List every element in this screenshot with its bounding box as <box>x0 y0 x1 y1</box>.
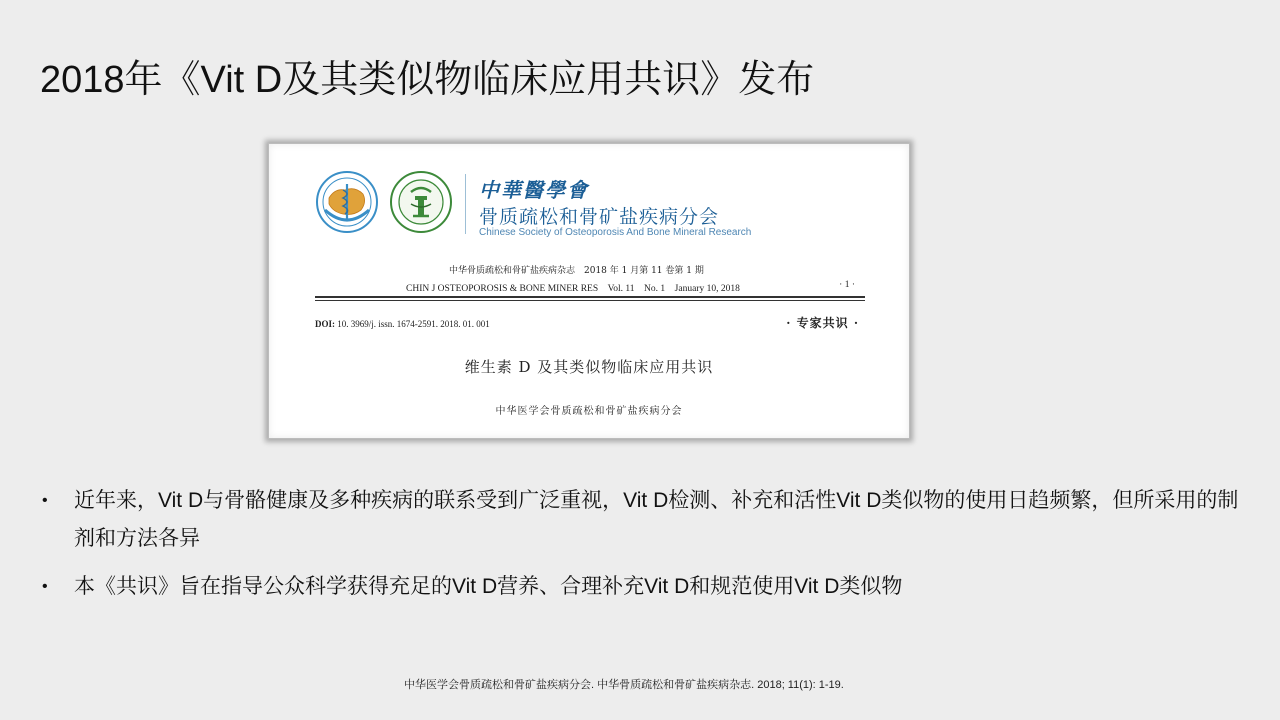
header-rule-thin <box>315 300 865 301</box>
society-english-name: Chinese Society of Osteoporosis And Bone Mineral Research <box>479 227 752 238</box>
bullet-item <box>40 568 1250 606</box>
journal-english-citation: CHIN J OSTEOPOROSIS & BONE MINER RES Vol. 11 No. 1 January 10, 2018 <box>406 284 740 294</box>
society-calligraphy: 中華醫學會 <box>479 178 589 202</box>
logo-divider <box>465 174 466 234</box>
society-name: 骨质疏松和骨矿盐疾病分会 <box>479 207 720 228</box>
doi-line <box>315 319 490 329</box>
reference-citation: 中华医学会骨质疏松和骨矿盐疾病分会. 中华骨质疏松和骨矿盐疾病杂志. 2018; 11(1): 1-19. <box>404 679 844 691</box>
bullet-marker: • <box>42 578 48 595</box>
bullet-text: 本《共识》旨在指导公众科学获得充足的Vit D营养、合理补充Vit D和规范使用Vit D类似物 <box>74 575 903 598</box>
paper-author: 中华医学会骨质疏松和骨矿盐疾病分会 <box>495 406 683 417</box>
slide-title: 2018年《Vit D及其类似物临床应用共识》发布 <box>40 59 815 101</box>
doi-value: 10. 3969/j. issn. 1674-2591. 2018. 01. 001 <box>335 319 490 329</box>
section-tag: · 专家共识 · <box>786 316 859 330</box>
bullet-marker: • <box>42 492 48 509</box>
bullet-item <box>40 482 1250 558</box>
page-number: · 1 · <box>839 280 855 290</box>
bullet-text: 近年来，Vit D与骨骼健康及多种疾病的联系受到广泛重视，Vit D检测、补充和活性Vit D类似物的使用日趋频繁，但所采用的制剂和方法各异 <box>74 489 1239 550</box>
osteoporosis-society-logo-icon <box>389 170 453 234</box>
doi-label: DOI: <box>315 319 335 329</box>
paper-title: 维生素 D 及其类似物临床应用共识 <box>464 358 714 376</box>
header-rule <box>315 296 865 298</box>
journal-chinese-citation: 中华骨质疏松和骨矿盐疾病杂志 2018 年 1 月第 11 卷第 1 期 <box>449 266 704 276</box>
bullet-list <box>40 482 1250 616</box>
paper-header-image <box>268 143 910 439</box>
chinese-medical-association-logo-icon <box>315 170 379 234</box>
